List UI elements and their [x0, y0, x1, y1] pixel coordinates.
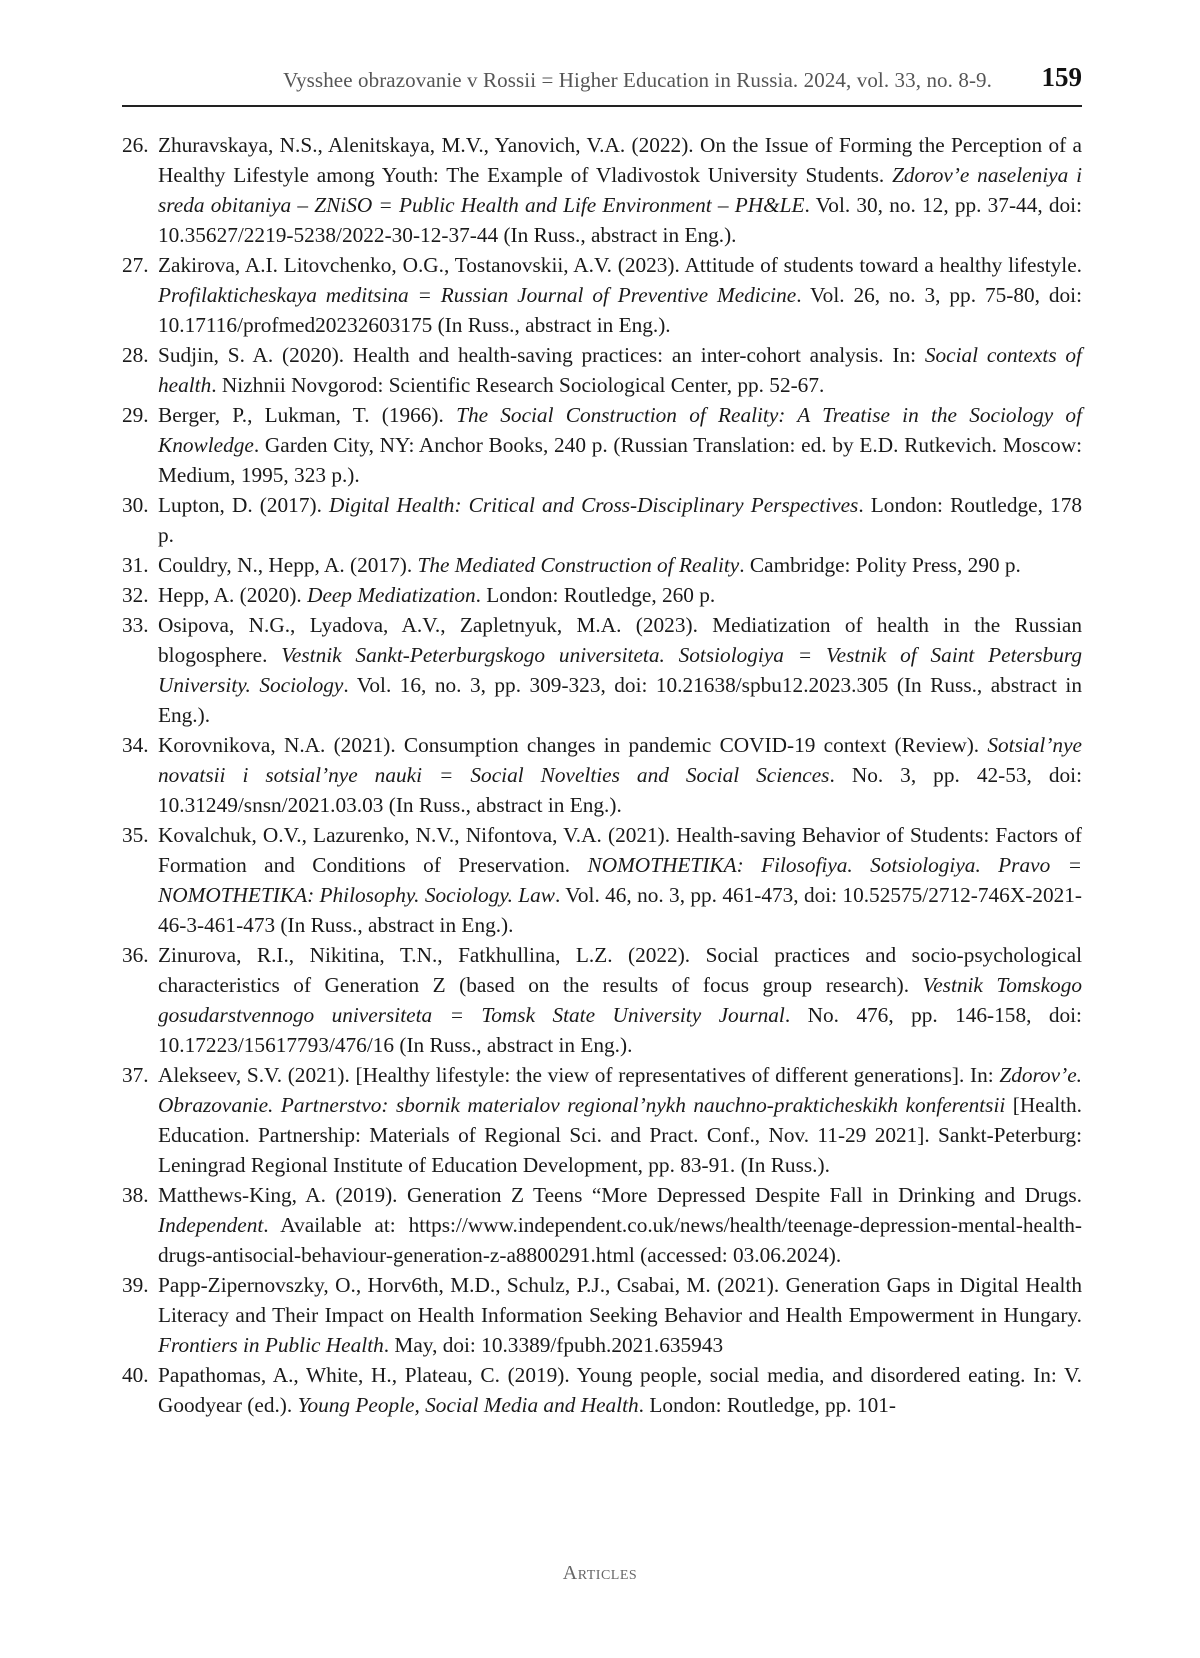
reference-text: [158, 1180, 1082, 1270]
reference-number: 27.: [122, 253, 149, 277]
reference-segment: Zhuravskaya, N.S., Alenitskaya, M.V., Yanovich, V.A. (2022). On the Issue of Forming the Perception of a Healthy Lifestyle among Youth: The Example of Vladivostok University Students.: [158, 133, 1082, 187]
reference-number: 34.: [122, 733, 149, 757]
reference-text: [158, 940, 1082, 1060]
reference-source-title: Vestnik Tomskogo gosudarstvennogo universiteta = Tomsk State University Journal: [158, 973, 1082, 1027]
reference-item: [122, 550, 1082, 580]
reference-text: [158, 1360, 1082, 1420]
reference-item: [122, 400, 1082, 490]
reference-segment: . London: Routledge, pp. 101-: [638, 1393, 896, 1417]
reference-segment: Lupton, D. (2017).: [158, 493, 330, 517]
reference-source-title: Zdorov’e. Obrazovanie. Partnerstvo: sbornik materialov regional’nykh nauchno-prakticheskikh konferentsii: [158, 1063, 1082, 1117]
reference-item: [122, 250, 1082, 340]
reference-text: [158, 340, 1082, 400]
reference-segment: Kovalchuk, O.V., Lazurenko, N.V., Nifontova, V.A. (2021). Health-saving Behavior of Students: Factors of Formation and Conditions of Preservation.: [158, 823, 1082, 877]
reference-segment: . May, doi: 10.3389/fpubh.2021.635943: [383, 1333, 724, 1357]
reference-item: [122, 130, 1082, 250]
reference-text: [158, 550, 1082, 580]
reference-segment: . London: Routledge, 260 p.: [475, 583, 716, 607]
reference-number: 30.: [122, 493, 149, 517]
reference-segment: Korovnikova, N.A. (2021). Consumption changes in pandemic COVID-19 context (Review).: [158, 733, 988, 757]
reference-source-title: Young People, Social Media and Health: [297, 1393, 639, 1417]
reference-source-title: Sotsial’nye novatsii i sotsial’nye nauki = Social Novelties and Social Sciences: [158, 733, 1082, 787]
reference-text: [158, 400, 1082, 490]
reference-item: [122, 1180, 1082, 1270]
reference-source-title: Vestnik Sankt-Peterburgskogo universiteta. Sotsiologiya = Vestnik of Saint Petersburg University. Sociology: [158, 643, 1082, 697]
reference-text: [158, 1270, 1082, 1360]
reference-segment: Sudjin, S. A. (2020). Health and health-saving practices: an inter-cohort analysis. In:: [158, 343, 925, 367]
reference-segment: Papp-Zipernovszky, O., Horv6th, M.D., Schulz, P.J., Csabai, M. (2021). Generation Gaps in Digital Health Literacy and Their Impact on Health Information Seeking Behavior and Health Empowerment in Hungary.: [158, 1273, 1082, 1327]
reference-source-title: Zdorov’e naseleniya i sreda obitaniya – ZNiSO = Public Health and Life Environment – PH&LE: [158, 163, 1082, 217]
reference-segment: Berger, P., Lukman, T. (1966).: [158, 403, 457, 427]
reference-segment: Zakirova, A.I. Litovchenko, O.G., Tostanovskii, A.V. (2023). Attitude of students toward a healthy lifestyle.: [158, 253, 1082, 277]
reference-segment: . Vol. 30, no. 12, pp. 37-44, doi: 10.35627/2219-5238/2022-30-12-37-44 (In Russ., abstract in Eng.).: [158, 193, 1083, 247]
reference-segment: . Available at: https://www.independent.co.uk/news/health/teenage-depression-mental-health-drugs-antisocial-behaviour-generation-z-a8800291.html (accessed: 03.06.2024).: [158, 1213, 1082, 1267]
reference-segment: . Vol. 26, no. 3, pp. 75-80, doi: 10.17116/profmed20232603175 (In Russ., abstract in Eng.).: [158, 283, 1082, 337]
reference-segment: . Garden City, NY: Anchor Books, 240 p. (Russian Translation: ed. by E.D. Rutkevich. Moscow: Medium, 1995, 323 p.).: [158, 433, 1082, 487]
reference-source-title: Social contexts of health: [158, 343, 1082, 397]
reference-number: 38.: [122, 1183, 149, 1207]
running-header: [122, 62, 1082, 102]
reference-item: [122, 490, 1082, 550]
reference-text: [158, 250, 1082, 340]
reference-source-title: Digital Health: Critical and Cross-Disciplinary Perspectives: [329, 493, 859, 517]
reference-item: [122, 730, 1082, 820]
reference-number: 29.: [122, 403, 149, 427]
reference-text: [158, 820, 1082, 940]
reference-source-title: The Social Construction of Reality: A Treatise in the Sociology of Knowledge: [158, 403, 1082, 457]
reference-segment: Zinurova, R.I., Nikitina, T.N., Fatkhullina, L.Z. (2022). Social practices and socio-psychological characteristics of Generation Z (based on the results of focus group research).: [158, 943, 1082, 997]
page-number: 159: [1041, 62, 1082, 92]
reference-number: 33.: [122, 613, 149, 637]
reference-number: 37.: [122, 1063, 149, 1087]
reference-text: [158, 610, 1082, 730]
section-footer: Articles: [562, 1562, 638, 1584]
reference-list: [122, 130, 1082, 1420]
reference-number: 32.: [122, 583, 149, 607]
reference-item: [122, 1270, 1082, 1360]
reference-text: [158, 580, 1082, 610]
reference-segment: Osipova, N.G., Lyadova, A.V., Zapletnyuk, M.A. (2023). Mediatization of health in the Russian blogosphere.: [158, 613, 1082, 667]
reference-source-title: The Mediated Construction of Reality: [417, 553, 740, 577]
reference-segment: . Vol. 46, no. 3, pp. 461-473, doi: 10.52575/2712-746X-2021-46-3-461-473 (In Russ., abstract in Eng.).: [158, 883, 1082, 937]
reference-number: 36.: [122, 943, 149, 967]
reference-number: 31.: [122, 553, 149, 577]
reference-source-title: Frontiers in Public Health: [158, 1333, 384, 1357]
reference-item: [122, 820, 1082, 940]
reference-source-title: Profilakticheskaya meditsina = Russian Journal of Preventive Medicine: [158, 283, 797, 307]
reference-segment: . No. 476, pp. 146-158, doi: 10.17223/15617793/476/16 (In Russ., abstract in Eng.).: [158, 1003, 1082, 1057]
reference-item: [122, 940, 1082, 1060]
reference-segment: . No. 3, pp. 42-53, doi: 10.31249/snsn/2021.03.03 (In Russ., abstract in Eng.).: [158, 763, 1082, 817]
reference-segment: Hepp, A. (2020).: [158, 583, 308, 607]
reference-text: [158, 730, 1082, 820]
reference-segment: Matthews-King, A. (2019). Generation Z Teens “More Depressed Despite Fall in Drinking and Drugs.: [158, 1183, 1082, 1207]
reference-number: 35.: [122, 823, 149, 847]
reference-item: [122, 580, 1082, 610]
reference-segment: Couldry, N., Hepp, A. (2017).: [158, 553, 418, 577]
reference-segment: [Health. Education. Partnership: Materials of Regional Sci. and Pract. Conf., Nov. 11-29 2021]. Sankt-Peterburg: Leningrad Regional Institute of Education Development, pp. 83-91. (In Russ.).: [158, 1093, 1082, 1177]
reference-segment: . Cambridge: Polity Press, 290 p.: [739, 553, 1021, 577]
reference-item: [122, 340, 1082, 400]
reference-source-title: Independent: [158, 1213, 264, 1237]
header-divider: [122, 105, 1082, 107]
reference-source-title: Deep Mediatization: [307, 583, 476, 607]
reference-item: [122, 1360, 1082, 1420]
reference-segment: Papathomas, A., White, H., Plateau, C. (2019). Young people, social media, and disordered eating. In: V. Goodyear (ed.).: [158, 1363, 1082, 1417]
reference-segment: . Vol. 16, no. 3, pp. 309-323, doi: 10.21638/spbu12.2023.305 (In Russ., abstract in Eng.).: [158, 673, 1082, 727]
reference-number: 26.: [122, 133, 149, 157]
reference-source-title: NOMOTHETIKA: Filosofiya. Sotsiologiya. Pravo = NOMOTHETIKA: Philosophy. Sociology. Law: [158, 853, 1082, 907]
reference-item: [122, 1060, 1082, 1180]
reference-number: 39.: [122, 1273, 149, 1297]
reference-text: [158, 490, 1082, 550]
journal-title: Vysshee obrazovanie v Rossii = Higher Education in Russia. 2024, vol. 33, no. 8-9.: [283, 68, 992, 92]
reference-text: [158, 130, 1082, 250]
reference-segment: . London: Routledge, 178 p.: [158, 493, 1083, 547]
reference-segment: Alekseev, S.V. (2021). [Healthy lifestyle: the view of representatives of different generations]. In:: [158, 1063, 1000, 1087]
reference-segment: . Nizhnii Novgorod: Scientific Research Sociological Center, pp. 52-67.: [211, 373, 825, 397]
reference-number: 40.: [122, 1363, 149, 1387]
reference-text: [158, 1060, 1082, 1180]
reference-item: [122, 610, 1082, 730]
reference-number: 28.: [122, 343, 149, 367]
